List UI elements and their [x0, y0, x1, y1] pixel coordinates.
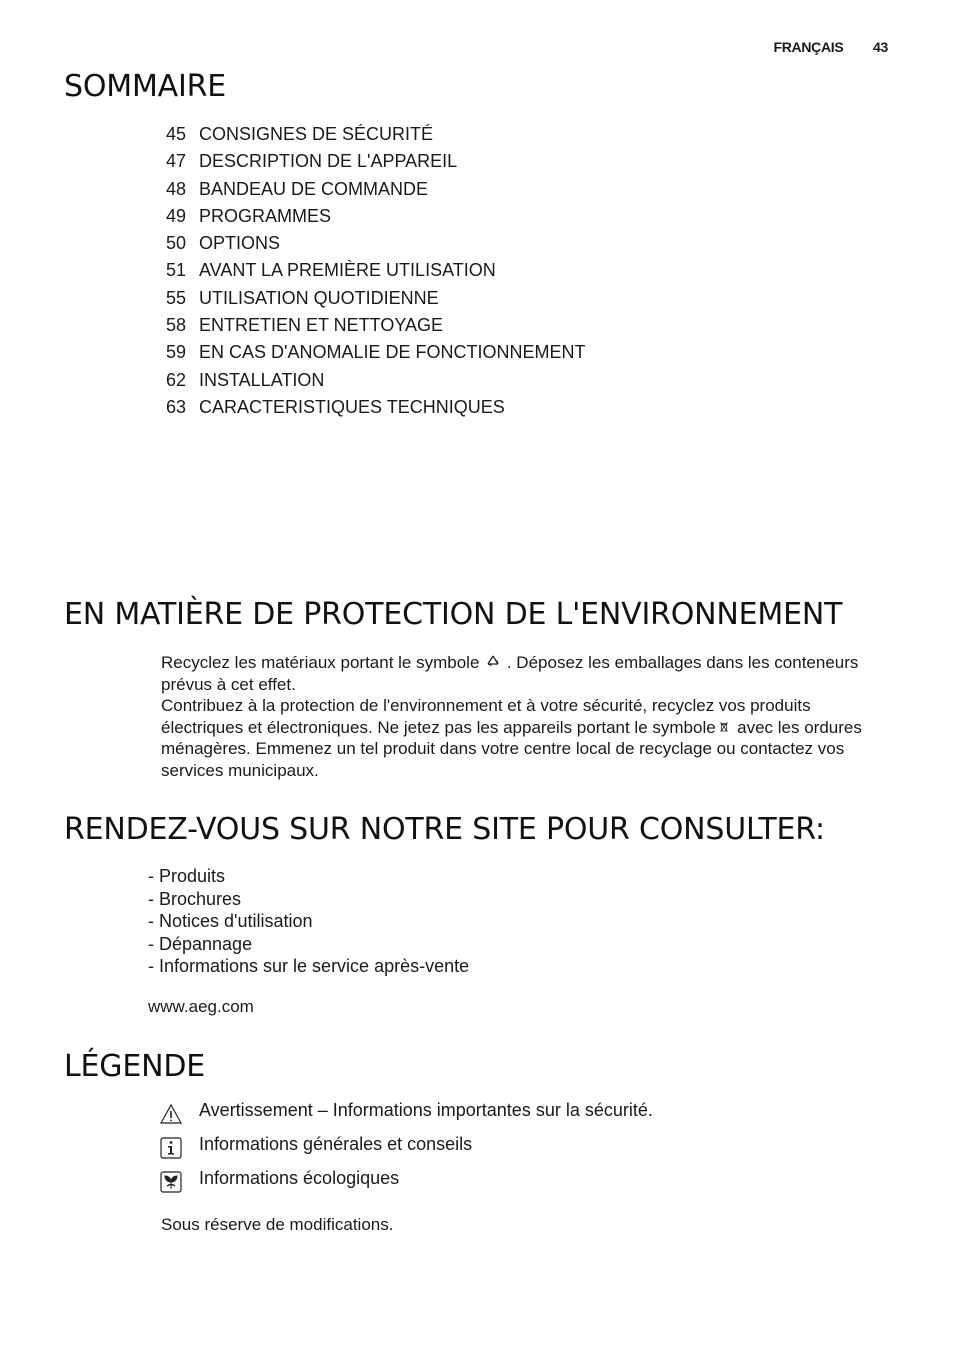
toc-label: ENTRETIEN ET NETTOYAGE	[199, 315, 444, 336]
eco-icon	[160, 1171, 182, 1193]
toc-item[interactable]	[166, 257, 585, 284]
header-language: FRANÇAIS	[773, 39, 844, 55]
toc-item[interactable]	[166, 367, 585, 394]
toc-label: CONSIGNES DE SÉCURITÉ	[199, 124, 434, 144]
list-item: - Dépannage	[148, 933, 253, 954]
toc-page: 62	[166, 369, 187, 390]
toc-label: OPTIONS	[199, 233, 281, 254]
toc-item[interactable]	[166, 339, 585, 366]
toc-item[interactable]	[166, 203, 585, 230]
toc-item[interactable]	[166, 230, 585, 257]
environment-paragraph-1: Recyclez les matériaux portant le symbole . Déposez les emballages dans les conteneurs prévus à cet effet.	[161, 653, 859, 694]
toc-page: 51	[166, 260, 187, 281]
crossed-bin-icon	[720, 719, 732, 735]
warning-icon	[160, 1103, 182, 1125]
toc-item[interactable]	[166, 148, 585, 175]
toc-item[interactable]	[166, 312, 585, 339]
list-item: - Brochures	[148, 888, 242, 909]
toc-item[interactable]	[166, 285, 585, 312]
legend-item	[160, 1134, 653, 1168]
environment-paragraph-2: Contribuez à la protection de l'environnement et à votre sécurité, recyclez vos produits électriques et électroniques. Ne jetez pas les appareils portant le symbole avec les ordures ménagères. Emmenez un tel produit dans votre centre local de recyclage ou contactez vos services municipaux.	[161, 696, 862, 780]
toc-label: EN CAS D'ANOMALIE DE FONCTIONNEMENT	[199, 342, 586, 363]
page-header	[773, 39, 888, 55]
legend-item	[160, 1100, 653, 1134]
recycle-icon	[484, 654, 502, 670]
environment-title: EN MATIÈRE DE PROTECTION DE L'ENVIRONNEMENT	[64, 597, 843, 632]
toc-page: 48	[166, 178, 187, 199]
toc-label: CARACTERISTIQUES TECHNIQUES	[199, 396, 505, 417]
environment-text	[161, 652, 891, 782]
toc-label: INSTALLATION	[199, 369, 325, 390]
table-of-contents	[166, 121, 585, 421]
legend-text: Avertissement – Informations importantes sur la sécurité.	[199, 1100, 653, 1120]
toc-page: 45	[166, 124, 187, 144]
toc-label: DESCRIPTION DE L'APPAREIL	[199, 151, 458, 172]
toc-page: 59	[166, 342, 187, 363]
header-page-number: 43	[873, 39, 888, 55]
legend-text: Informations générales et conseils	[199, 1134, 473, 1154]
toc-page: 47	[166, 151, 187, 172]
list-item: - Produits	[148, 866, 226, 886]
toc-item[interactable]	[166, 394, 585, 421]
info-icon	[160, 1137, 182, 1159]
legende-title: LÉGENDE	[64, 1049, 205, 1084]
toc-label: BANDEAU DE COMMANDE	[199, 178, 429, 199]
toc-label: UTILISATION QUOTIDIENNE	[199, 287, 439, 308]
website-topics	[148, 865, 469, 978]
toc-label: AVANT LA PREMIÈRE UTILISATION	[199, 260, 496, 281]
toc-item[interactable]	[166, 176, 585, 203]
website-link[interactable]: www.aeg.com	[148, 997, 254, 1016]
toc-page: 55	[166, 287, 187, 308]
toc-page: 49	[166, 205, 187, 226]
legend-list	[160, 1100, 653, 1202]
list-item: - Informations sur le service après-vente	[148, 956, 470, 977]
sommaire-title: SOMMAIRE	[64, 69, 226, 104]
toc-page: 63	[166, 396, 187, 417]
legend-item	[160, 1168, 653, 1202]
toc-page: 50	[166, 233, 187, 254]
legend-text: Informations écologiques	[199, 1168, 400, 1188]
disclaimer-note: Sous réserve de modifications.	[161, 1215, 394, 1234]
toc-label: PROGRAMMES	[199, 205, 332, 226]
website-title: RENDEZ-VOUS SUR NOTRE SITE POUR CONSULTER:	[64, 812, 825, 847]
toc-item[interactable]	[166, 121, 585, 148]
list-item: - Notices d'utilisation	[148, 911, 313, 932]
toc-page: 58	[166, 315, 187, 336]
